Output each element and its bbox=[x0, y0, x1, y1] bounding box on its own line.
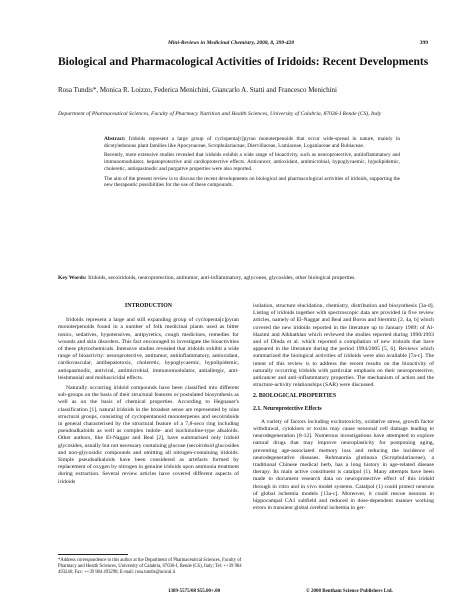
section-heading-biological-properties: 2. BIOLOGICAL PROPERTIES bbox=[253, 393, 337, 400]
issn-price: 1389-5575/08 $55.00+.00 bbox=[168, 589, 221, 594]
correspondence-footnote: *Address correspondence to this author at the Department of Pharmaceutical Sciences, Faculty of Pharmacy and Health Sciences, University of Calabria, 87036-I, Rende (CS), Italy; Tel: ++39 984 493246; Fax: ++39 984 493298; E-mail: rosa.tundis@unical.it bbox=[58, 558, 242, 575]
author-list: Rosa Tundis*, Monica R. Loizzo, Federica Menichini, Giancarlo A. Statti and Francesco Menichini bbox=[58, 86, 337, 94]
footnote-divider bbox=[58, 554, 128, 555]
article-title: Biological and Pharmacological Activities of Iridoids: Recent Developments bbox=[58, 56, 429, 68]
body-paragraph: isolation, structure elucidation, chemistry, distribution and biosynthesis [3a-d]. Listing of iridoids together with spectroscopic data are provided in five review articles, namely of El-Naggar and Beal and Boros and Stermitz [2, 4a, b] which covered the new iridoids reported in the literature up to January 1989; of Al-Hazimi and Alkhathlan which reviewed the studies reported during 1990/1993 and of Dinda et al. which reported a compilation of new iridoids that have appeared in the literature during the period 1994/2005 [5, 6]. Reviews which summarized the biological activities of iridoids were also available [7a-c]. The intent of this review is to address the recent results on the bioactivity of naturally occurring iridoids with particular emphasis on their neuroprotective, anticancer and anti-inflammatory properties. The mechanism of action and the structure-activity relationships (SAR) were discussed. bbox=[253, 303, 434, 389]
keywords-text: Iridoids, secoiridoids, neuroprotection, antitumor, anti-inflammatory, aglycones, glycosides, other biological properties. bbox=[88, 275, 356, 281]
abstract-label: Abstract: bbox=[104, 136, 126, 142]
body-paragraph: A variety of factors including excitotoxicity, oxidative stress, growth factor withdrawal, cytokines or toxins may cause neuronal cell damage leading to neurodegeneration [8-12]. Numerous investigations have attempted to explore natural drugs that may improve neuroplasticity for postponing aging, preventing age-associated memory loss and reducing the incidence of neurodegenerative diseases. Rehmannia glutinosa (Scrophulariaceae), a traditional Chinese medical herb, has a long history in age-related disease therapy. Its main active constituent is catalpol (1). Many attempts have been made to document research data on neuroprotective effect of this iridoid through in vitro and in vivo model systems. Catalpol (1) could protect neurons of global ischemia models [13a-c]. Moreover, it could rescue neurons in hippocampal CA1 subfield and reduced in dose-dependent manner working errors in transient global cerebral ischemia in ger- bbox=[253, 418, 434, 512]
abstract-section bbox=[58, 136, 434, 267]
right-column bbox=[253, 303, 434, 515]
journal-citation: Mini-Reviews in Medicinal Chemistry, 2008, 8, 399-420 bbox=[168, 40, 295, 46]
body-paragraph: Iridoids represent a large and still expanding group of cyclopenta[c]pyran monoterpenoids found in a number of folk medicinal plants used as bitter tonics, sedatives, hypotensives, antipyretics, cough medicines, remedies for wounds and skin disorders. This fact encouraged to investigate the bioactivities of these phytochemicals. Intensive studies revealed that iridoids exhibit a wide range of bioactivity: neuroprotective, antitumor, antiinflammatory, antioxidant, cardiovascular, antihepatotoxic, choleretic, hypoglycaemic, hypolipidemic, antispasmodic, antiviral, antimicrobial, immunomodulator, antiallergic, anti-leishmanial and molluscicidal effects. bbox=[58, 317, 239, 381]
keywords bbox=[58, 275, 434, 282]
abstract-paragraph: Recently, more extensive studies revealed that iridoids exhibit a wide range of bioactivity, such as neuroprotective, antiinflammatory and immunomodulator, hepatoprotective and cardioprotective effects. Anticancer, antioxidant, antimicrobial, hypoglycaemic, hypolipidemic, choleretic, antispasmodic and purgative properties were also reported. bbox=[104, 152, 400, 172]
keywords-label: Key Words: bbox=[58, 275, 87, 281]
subsection-heading-neuroprotective: 2.1. Neuroprotective Effects bbox=[253, 405, 322, 412]
abstract-text-1: Iridoids represent a large group of cyclopenta[c]pyran monoterpenoids that occur wide-spread in nature, mainly in dicotyledonous plant families like Apocynaceae, Scrophulariaceae, Diervillaceae, Lamiaceae, Loganiaceae and Rubiaceae. bbox=[104, 136, 401, 149]
abstract-paragraph: The aim of the present review is to discuss the recent developments on biological and pharmacological activities of iridoids, supporting the new therapeutic possibilities for the use of these compounds. bbox=[104, 175, 400, 189]
copyright-notice: © 2008 Bentham Science Publishers Ltd. bbox=[306, 589, 393, 594]
body-paragraph: Naturally occurring iridoid compounds have been classified into different sub-groups on the basis of their structural features or postulated biosynthesis as well as on the basis of chemical properties. According to Hegnauer's classification [1], natural iridoids in the broadest sense are represented by nine structural groups, consisting of cyclopentanoid monoterpenes and secoiridoids in general characterised by the structural feature of a 7,8-seco ring including pseudoalkaloids as well as complex indole- and isochinoline-type alkaloids. Other authors, like El-Naggar and Beal [2], have summarised only iridoid glycosides, usually but not necessary containing glucose (secoiridoid glucosides and non-glycosidic compounds and omitting all nitrogen-containing iridoids. Simple pseudoalkaloids have been considered as artefacts formed by replacement of oxygen by nitrogen in genuine iridoids upon ammonia treatment during extraction. Several review articles have covered different aspects of iridoids bbox=[58, 385, 239, 485]
section-heading-introduction: INTRODUCTION bbox=[124, 303, 173, 309]
running-header bbox=[58, 40, 434, 50]
author-affiliation: Department of Pharmaceutical Sciences, Faculty of Pharmacy Nutrition and Health Sciences, University of Calabria, 87036-I Rende (CS), Italy bbox=[58, 111, 382, 117]
abstract-paragraph bbox=[58, 136, 434, 149]
left-column bbox=[58, 303, 239, 489]
page-number: 399 bbox=[419, 40, 428, 46]
